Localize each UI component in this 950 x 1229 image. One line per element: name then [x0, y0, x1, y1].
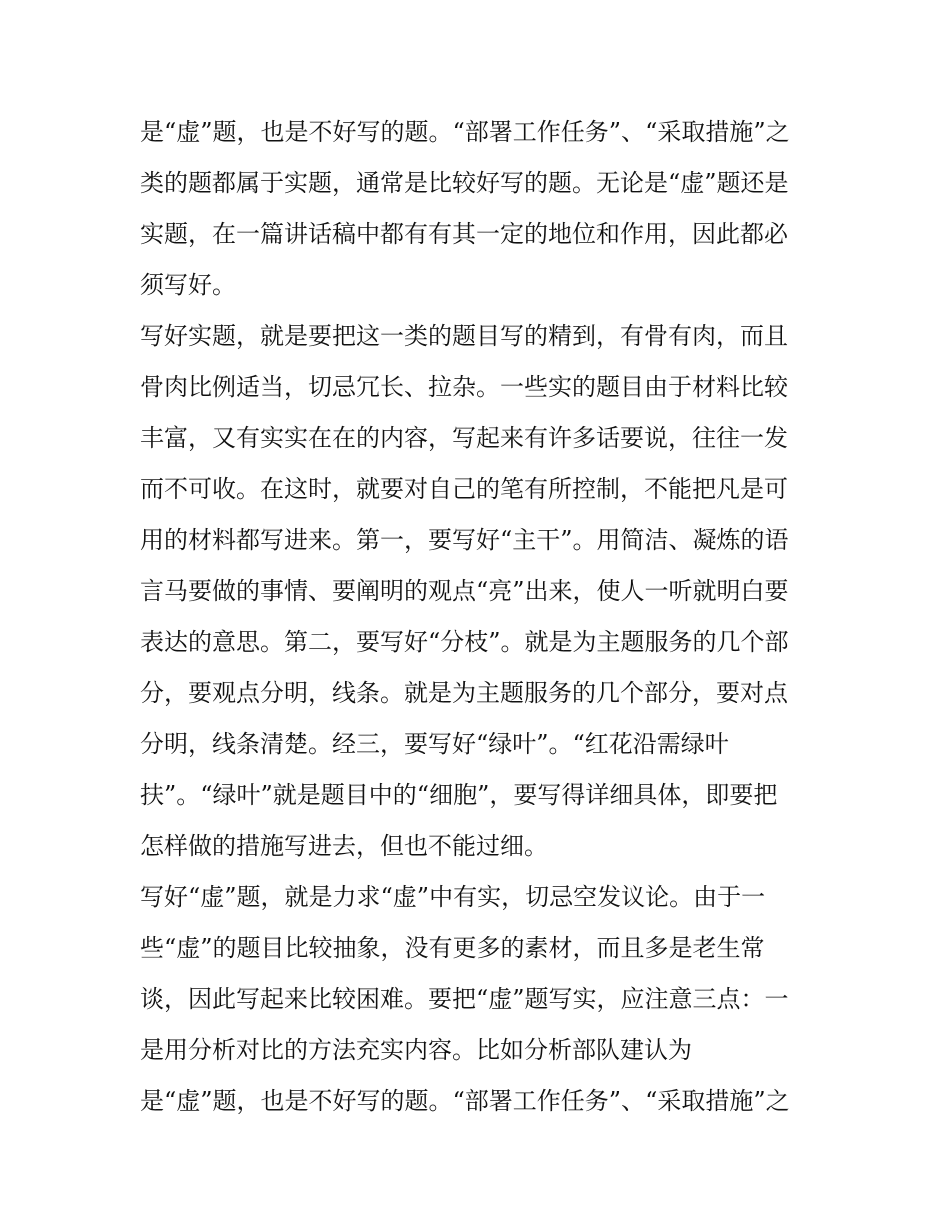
text-line-7: 丰富，又有实实在在的内容，写起来有许多话要说，往往一发	[140, 424, 788, 452]
text-line-8: 而不可收。在这时，就要对自己的笔有所控制，不能把凡是可	[140, 475, 788, 503]
text-line-15: 怎样做的措施写进去，但也不能过细。	[140, 832, 548, 860]
text-line-17: 些“虚”的题目比较抽象，没有更多的素材，而且多是老生常	[140, 934, 765, 962]
text-line-2: 类的题都属于实题，通常是比较好写的题。无论是“虚”题还是	[140, 169, 789, 197]
text-line-6: 骨肉比例适当，切忌冗长、拉杂。一些实的题目由于材料比较	[140, 373, 788, 401]
text-line-10: 言马要做的事情、要阐明的观点“亮”出来，使人一听就明白要	[140, 577, 789, 605]
text-line-20: 是“虚”题，也是不好写的题。“部署工作任务”、“采取措施”之	[140, 1087, 790, 1115]
text-line-13: 分明，线条清楚。经三，要写好“绿叶”。“红花沿需绿叶	[140, 730, 729, 758]
text-line-14: 扶”。“绿叶”就是题目中的“细胞”，要写得详细具体，即要把	[140, 781, 778, 809]
text-line-16: 写好“虚”题，就是力求“虚”中有实，切忌空发议论。由于一	[140, 883, 766, 911]
text-line-19: 是用分析对比的方法充实内容。比如分析部队建认为	[140, 1036, 692, 1064]
text-line-3: 实题，在一篇讲话稿中都有有其一定的地位和作用，因此都必	[140, 220, 788, 248]
text-line-11: 表达的意思。第二，要写好“分枝”。就是为主题服务的几个部	[140, 628, 789, 656]
text-line-18: 谈，因此写起来比较困难。要把“虚”题写实，应注意三点：一	[140, 985, 789, 1013]
text-line-5: 写好实题，就是要把这一类的题目写的精到，有骨有肉，而且	[140, 322, 788, 350]
text-line-4: 须写好。	[140, 271, 236, 299]
text-line-1: 是“虚”题，也是不好写的题。“部署工作任务”、“采取措施”之	[140, 118, 790, 146]
document-body	[140, 107, 820, 1127]
text-line-12: 分，要观点分明，线条。就是为主题服务的几个部分，要对点	[140, 679, 788, 707]
text-line-9: 用的材料都写进来。第一，要写好“主干”。用简洁、凝炼的语	[140, 526, 789, 554]
